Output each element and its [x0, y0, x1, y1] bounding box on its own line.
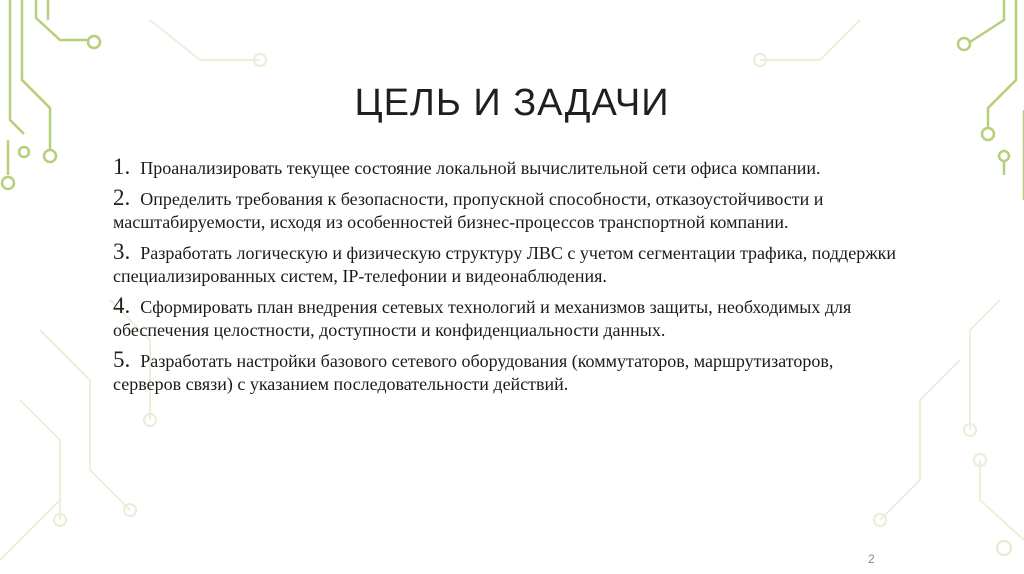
item-number: 2. — [113, 185, 131, 210]
item-text: Сформировать план внедрения сетевых технологий и механизмов защиты, необходимых для обеспечения целостности, доступности и конфиденциальности данных. — [113, 297, 852, 340]
slide-title: ЦЕЛЬ И ЗАДАЧИ — [354, 82, 670, 124]
item-number: 5. — [113, 347, 131, 372]
list-item — [113, 186, 903, 234]
list-item — [113, 240, 903, 288]
item-number: 3. — [113, 239, 131, 264]
item-text: Определить требования к безопасности, пропускной способности, отказоустойчивости и масштабируемости, исходя из особенностей бизнес-процессов транспортной компании. — [113, 189, 824, 232]
item-text: Проанализировать текущее состояние локальной вычислительной сети офиса компании. — [140, 158, 821, 178]
item-text: Разработать настройки базового сетевого оборудования (коммутаторов, маршрутизаторов, серверов связи) с указанием последовательности действий. — [113, 351, 834, 394]
list-item — [113, 294, 903, 342]
task-list — [113, 155, 903, 402]
list-item — [113, 348, 903, 396]
page-number: 2 — [868, 552, 875, 566]
list-item — [113, 155, 903, 180]
item-number: 1. — [113, 154, 131, 179]
item-number: 4. — [113, 293, 131, 318]
item-text: Разработать логическую и физическую структуру ЛВС с учетом сегментации трафика, поддержки специализированных систем, IP-телефонии и видеонаблюдения. — [113, 243, 897, 286]
